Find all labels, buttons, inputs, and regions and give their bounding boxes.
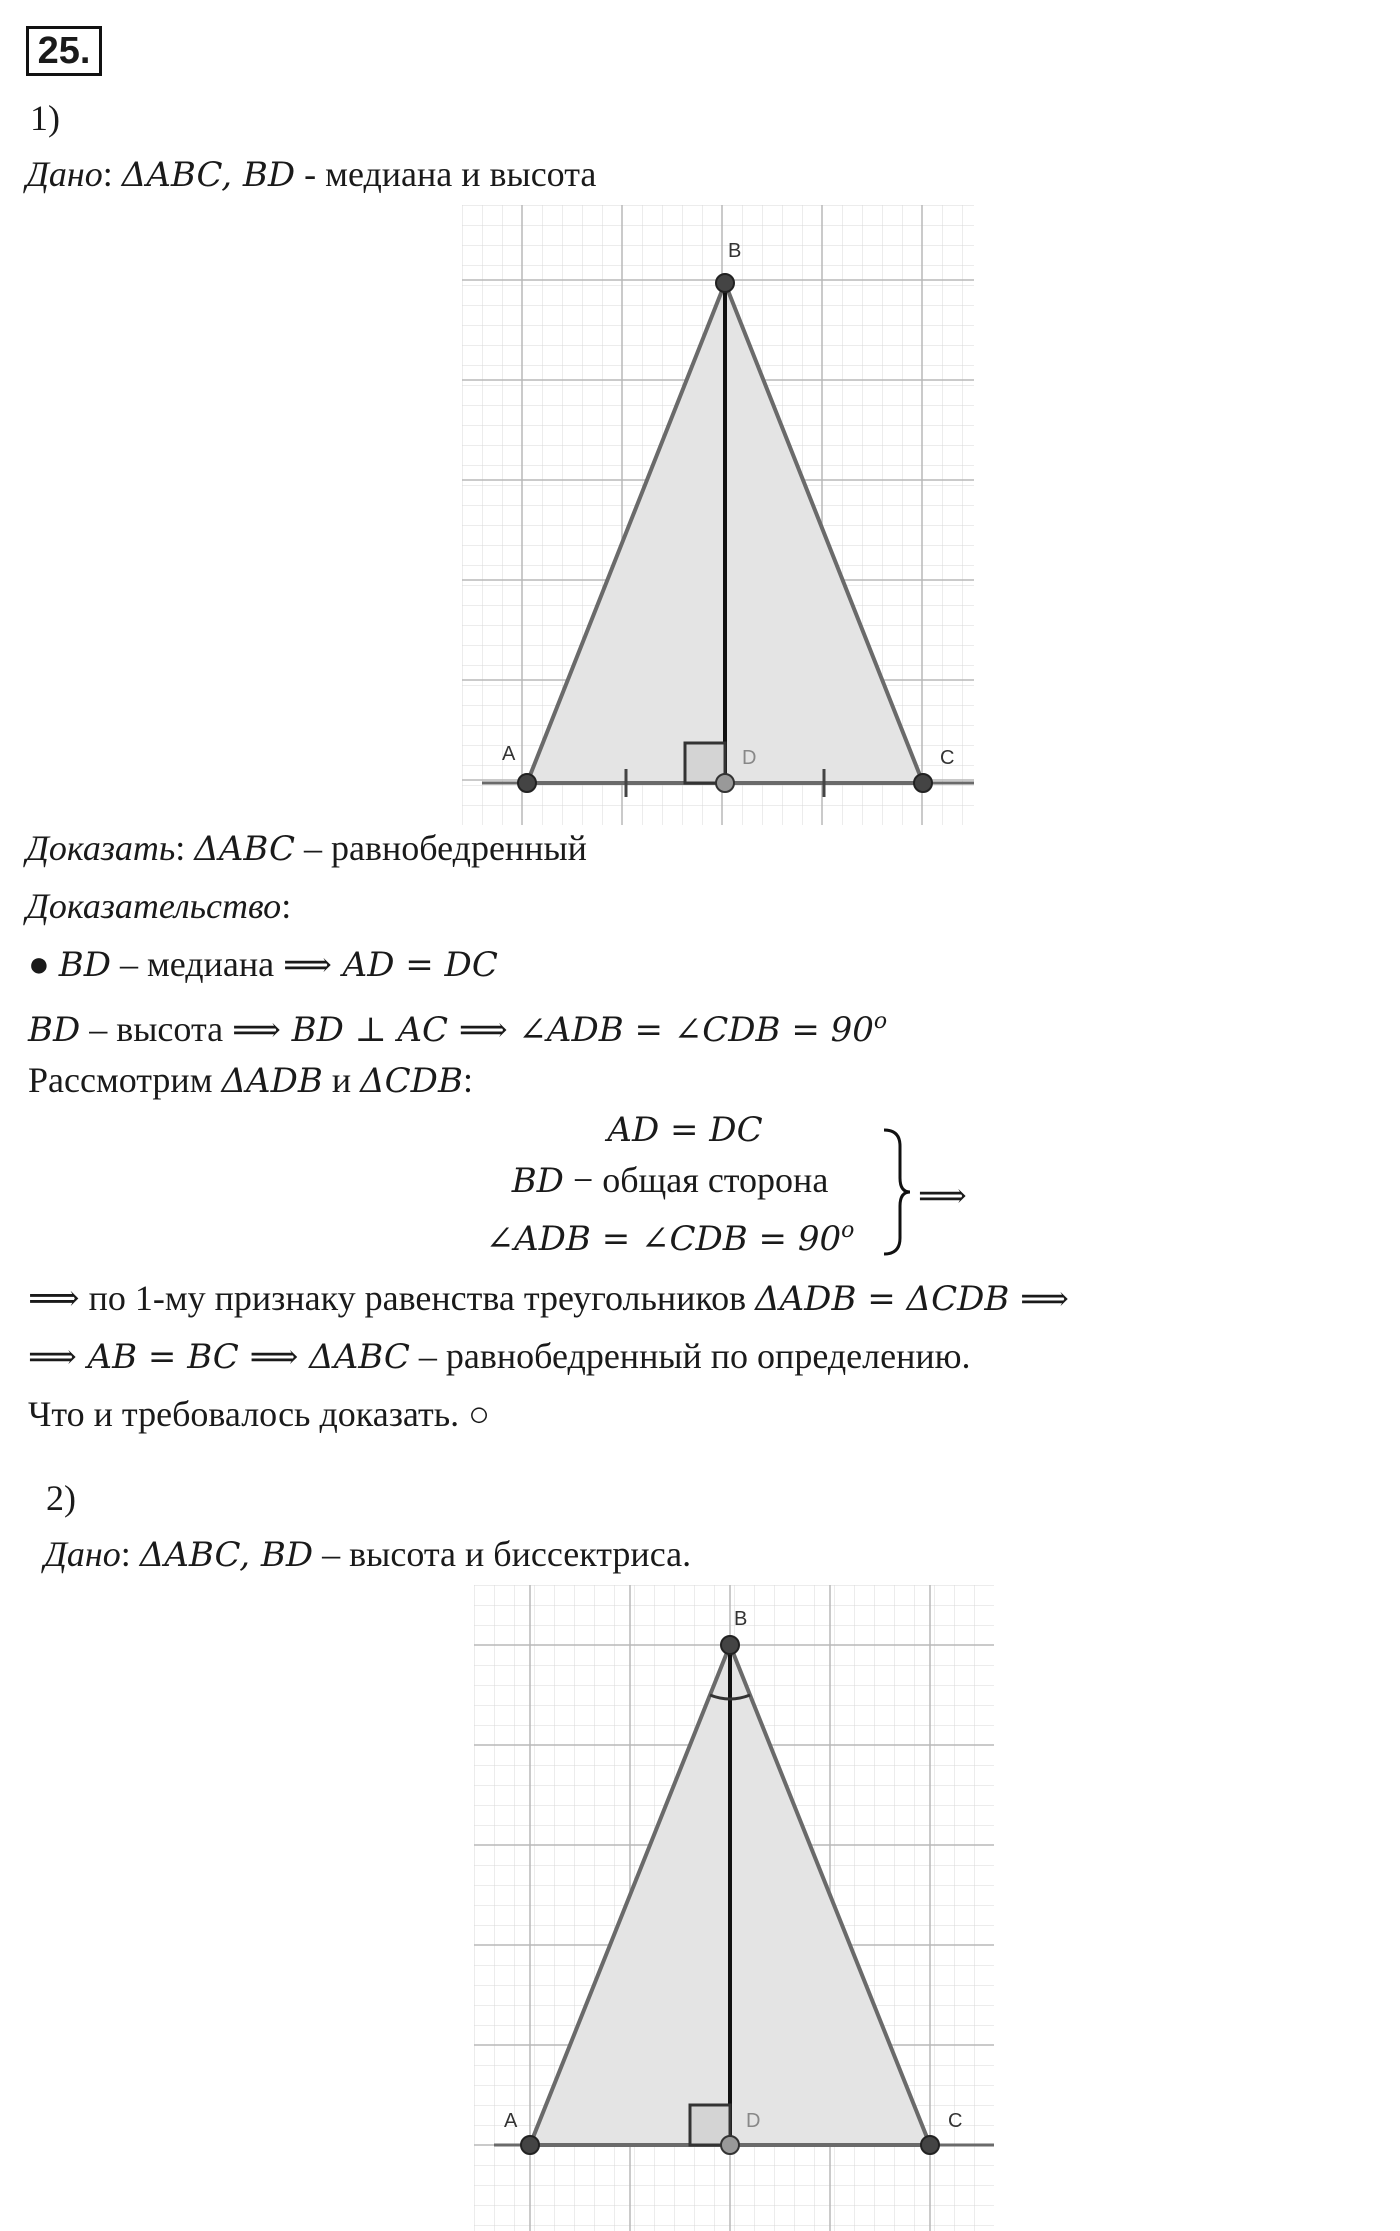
task-number: 25. (26, 26, 102, 76)
point-b-2 (721, 1636, 739, 1654)
part2-label: 2) (46, 1478, 76, 1518)
point-a (518, 774, 536, 792)
given-math: ΔABC, BD (121, 155, 296, 195)
proof-line-4: ⟹ по 1-му признаку равенства треугольников ΔADB = ΔCDB ⟹ (28, 1278, 1069, 1319)
system-line-2: BD − общая сторона (511, 1160, 829, 1201)
point-d (716, 774, 734, 792)
system-arrow: ⟹ (918, 1176, 967, 1216)
part1-given: Дано: ΔABC, BD - медиана и высота (26, 154, 597, 195)
bullet: ● (28, 944, 50, 984)
triangle-figure-2 (474, 1585, 994, 2231)
proof-line-2: BD – высота ⟹ BD ⊥ AC ⟹ ∠ADB = ∠CDB = $90^o$ (28, 1009, 888, 1050)
label-a: A (502, 743, 516, 765)
prove-prefix: Доказать (26, 828, 176, 868)
label-d: D (742, 747, 757, 769)
prove-text: – равнобедренный (295, 828, 587, 868)
part1-label: 1) (30, 98, 60, 138)
point-a-2 (521, 2136, 539, 2154)
prove-math: ΔABC (194, 829, 296, 869)
system-line-1: AD = DC (607, 1110, 763, 1150)
part2-given: Дано: ΔABC, BD – высота и биссектриса. (44, 1534, 692, 1575)
label-b: B (728, 240, 742, 262)
point-d-2 (721, 2136, 739, 2154)
right-brace (880, 1126, 914, 1258)
proof-heading: Доказательство: (26, 886, 292, 926)
label-c: C (940, 747, 955, 769)
proof-line-3: Рассмотрим ΔADB и ΔCDB: (28, 1060, 473, 1101)
point-c-2 (921, 2136, 939, 2154)
label-a-2: A (504, 2110, 518, 2132)
given-prefix: Дано (26, 154, 103, 194)
point-c (914, 774, 932, 792)
conclusion: Что и требовалось доказать. ○ (28, 1394, 490, 1434)
prove-line: Доказать: ΔABC – равнобедренный (26, 828, 587, 869)
label-b-2: B (734, 1608, 748, 1630)
proof-line-5: ⟹ AB = BC ⟹ ΔABC – равнобедренный по определению. (28, 1336, 971, 1377)
triangle-figure-1 (462, 205, 974, 825)
label-d-2: D (746, 2110, 761, 2132)
given-text: - медиана и высота (295, 154, 597, 194)
point-b (716, 274, 734, 292)
system-line-3: ∠ADB = ∠CDB = $90^o$ (485, 1218, 855, 1259)
proof-line-1: ● BD – медиана ⟹ AD = DC (28, 944, 498, 985)
system-block (470, 1108, 870, 1261)
label-c-2: C (948, 2110, 963, 2132)
